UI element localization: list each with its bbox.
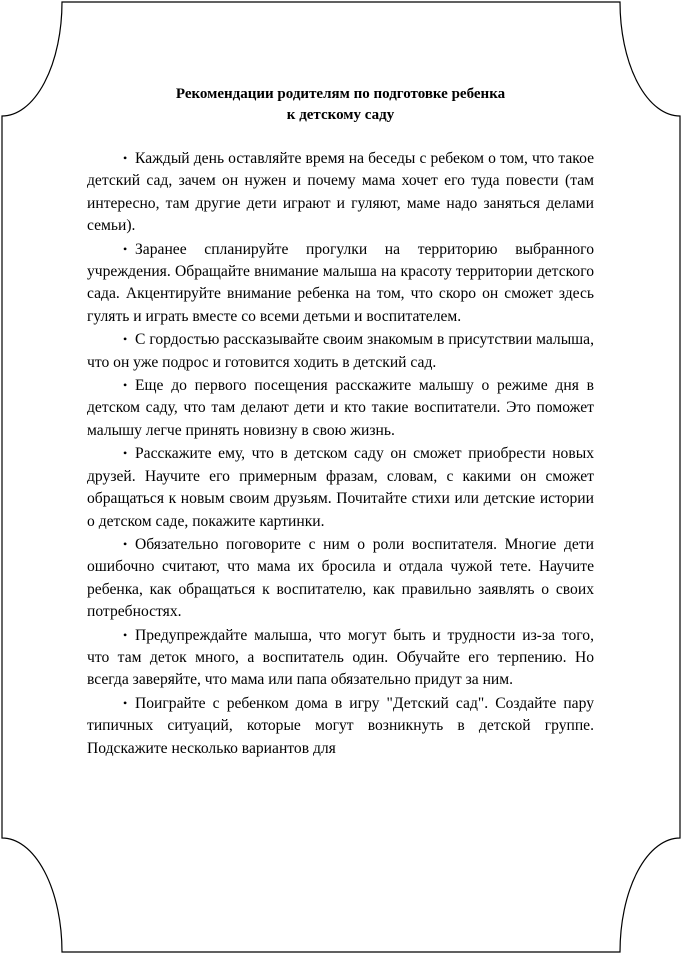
bullet-icon: • bbox=[123, 627, 128, 642]
list-item bbox=[87, 692, 594, 760]
title-line-2: к детскому саду bbox=[286, 107, 395, 123]
list-item-text: Поиграйте с ребенком дома в игру "Детский сад". Создайте пару типичных ситуаций, которые могут возникнуть в детской группе. Подскажите несколько вариантов для bbox=[87, 694, 594, 757]
bullet-icon: • bbox=[123, 446, 128, 461]
document-body bbox=[87, 84, 594, 760]
list-item-text: Заранее спланируйте прогулки на территорию выбранного учреждения. Обращайте внимание малыша на красоту территории детского сада. Акцентируйте внимание ребенка на том, что скоро он сможет здесь гулять и играть вместе со всеми детьми и воспитателем. bbox=[87, 240, 594, 325]
list-item-text: С гордостью рассказывайте своим знакомым в присутствии малыша, что он уже подрос и готовится ходить в детский сад. bbox=[87, 331, 594, 371]
bullet-icon: • bbox=[123, 332, 128, 347]
bullet-icon: • bbox=[123, 536, 128, 551]
list-item-text: Предупреждайте малыша, что могут быть и трудности из-за того, что там деток много, а воспитатель один. Обучайте его терпению. Но всегда заверяйте, что мама или папа обязательно придут за ним. bbox=[87, 626, 594, 689]
title-line-1: Рекомендации родителям по подготовке ребенка bbox=[175, 86, 506, 102]
list-item-text: Обязательно поговорите с ним о роли воспитателя. Многие дети ошибочно считают, что мама их бросила и отдала чужой тете. Научите ребенка, как обращаться к воспитателю, как правильно заявлять о своих потребностях. bbox=[87, 535, 594, 621]
list-item bbox=[87, 442, 594, 533]
list-item bbox=[87, 147, 594, 238]
bullet-icon: • bbox=[123, 378, 128, 393]
list-item bbox=[87, 624, 594, 692]
list-item bbox=[87, 238, 594, 329]
list-item bbox=[87, 328, 594, 374]
bullet-icon: • bbox=[123, 241, 128, 256]
bullet-icon: • bbox=[123, 695, 128, 710]
bullet-icon: • bbox=[123, 151, 128, 165]
list-item-text: Каждый день оставляйте время на беседы с ребеком о том, что такое детский сад, зачем он нужен и почему мама хочет его туда повести (там интересно, там другие дети играют и гуляют, маме надо заняться делами семьи). bbox=[87, 150, 594, 235]
list-item-text: Расскажите ему, что в детском саду он сможет приобрести новых друзей. Научите его примерным фразам, словам, с какими он сможет обращаться к новым своим друзьям. Почитайте стихи или детские истории о детском саде, покажите картинки. bbox=[87, 445, 594, 530]
page-title bbox=[87, 84, 594, 126]
list-item-text: Еще до первого посещения расскажите малышу о режиме дня в детском саду, что там делают дети и кто такие воспитатели. Это поможет малышу легче принять новизну в свою жизнь. bbox=[87, 377, 594, 439]
list-item bbox=[87, 533, 594, 624]
list-item bbox=[87, 374, 594, 442]
